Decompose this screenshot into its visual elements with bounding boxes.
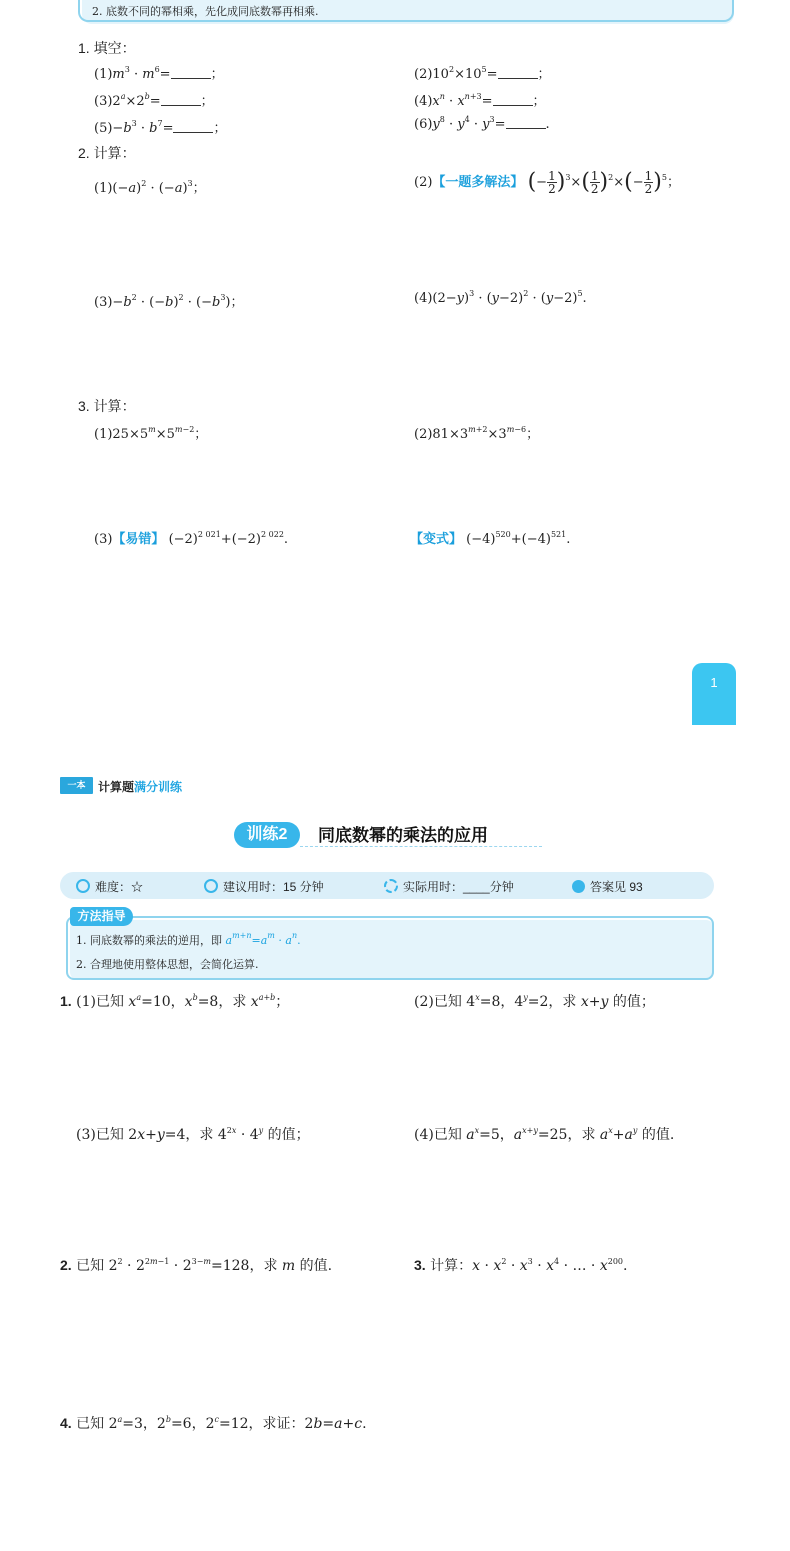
problem-4: 4. 已知 $2^a=3$，$2^b=6$，$2^c=12$，求证：2b=a+c.	[60, 1415, 367, 1432]
problem-1-1: 1. (1)已知 $x^a=10$，$x^b=8$，求 $x^{a+b}$；	[60, 993, 290, 1010]
q3-item-3-prefix: (3)	[94, 532, 113, 547]
q1-item-5: $(5)-b^3 \cdot b^7=$ ；	[94, 119, 227, 136]
q1-item-6: $(6)y^8 \cdot y^4 \cdot y^3=$ .	[414, 115, 550, 132]
method-label: 方法指导	[70, 907, 133, 926]
q3-item-2: $(2)81\times 3^{m+2}\times 3^{m-6}$；	[414, 425, 540, 442]
q2-item-1: $(1)(-a)^2 \cdot (-a)^3$；	[94, 179, 206, 196]
page-number-tab: 1	[692, 663, 736, 725]
problem-2: 2. 已知 $2^2 \cdot 2^{2m-1} \cdot 2^{3-m}=128$，求 m 的值.	[60, 1257, 333, 1274]
q2-item-4: $(4)(2-y)^3 \cdot (y-2)^2 \cdot (y-2)^5$.	[414, 289, 587, 306]
q3-item-4-tag: 【变式】	[410, 531, 463, 546]
difficulty-info	[76, 878, 143, 895]
suggested-time-text: 建议用时：15 分钟	[223, 880, 324, 894]
wifi-icon	[76, 879, 90, 893]
method-line-1	[76, 932, 301, 948]
difficulty-text: 难度：☆	[95, 880, 144, 894]
problem-1-3: (3)已知 2x+y=4，求 $4^{2x} \cdot 4^y$ 的值；	[76, 1126, 310, 1143]
method-line-2: 2. 合理地使用整体思想，会简化运算.	[76, 958, 259, 971]
lesson-title: 同底数幂的乘法的应用	[318, 826, 488, 845]
q2-title: 2. 计算：	[78, 145, 136, 161]
lesson-badge: 训练2	[234, 822, 300, 848]
brand-logo: 一本	[60, 777, 93, 794]
method-line-1-text: 1. 同底数幂的乘法的逆用，即	[76, 934, 226, 947]
actual-time-info	[384, 878, 514, 895]
brand-title	[98, 778, 182, 795]
answer-text: 答案见 93	[590, 880, 643, 894]
problem-3: 3. 计算：$x \cdot x^2 \cdot x^3 \cdot x^4$ · … · $x^{200}$.	[414, 1257, 628, 1274]
q1-item-4: $(4)x^n \cdot x^{n+3}=$ ；	[414, 92, 546, 109]
q2-item-2-prefix: (2)	[414, 175, 433, 190]
answer-info	[572, 878, 643, 895]
top-note: 2. 底数不同的幂相乘，先化成同底数幂再相乘.	[92, 5, 319, 18]
problem-1-4: (4)已知 $a^x=5$，$a^{x+y}=25$，求 $a^x+a^y$ 的值.	[414, 1126, 675, 1143]
actual-time-text: 实际用时：____分钟	[403, 880, 514, 894]
q1-item-3: $(3)2^a\times 2^b=$ ；	[94, 92, 214, 109]
alarm-clock-icon	[204, 879, 218, 893]
q2-item-2: (2)【一题多解法】 (− $\frac{1}{2}$ )$^3$×( $\frac{1}{2}$ )$^2$×(− $\frac{1}{2}$ )$^5$；	[414, 169, 680, 196]
problem-1-2: (2)已知 $4^x=8$，$4^y=2$，求 x+y 的值；	[414, 993, 655, 1010]
timer-icon	[384, 879, 398, 893]
check-circle-icon	[572, 880, 585, 893]
q3-item-4: 【变式】 $(-4)^{520}+(-4)^{521}$.	[410, 530, 571, 547]
title-rule	[300, 846, 542, 847]
q1-item-1: $(1)m^3 \cdot m^6=$ ；	[94, 65, 224, 82]
q1-item-2: $(2)10^2\times 10^5=$ ；	[414, 65, 551, 82]
q2-item-3: $(3)-b^2 \cdot (-b)^2 \cdot (-b^3)$；	[94, 293, 244, 310]
q3-item-3: (3)【易错】 $(-2)^{2 021}+(-2)^{2 022}$.	[94, 530, 289, 547]
q2-item-2-tag: 【一题多解法】	[432, 174, 524, 189]
suggested-time-info	[204, 878, 324, 895]
q1-title: 1. 填空：	[78, 40, 136, 56]
brand-title-b: 满分训练	[134, 780, 183, 794]
q3-item-1: $(1)25\times 5^m\times 5^{m-2}$；	[94, 425, 208, 442]
method-formula: $a^{m+n}=a^m \cdot a^n$.	[225, 931, 301, 947]
q3-title: 3. 计算：	[78, 398, 136, 414]
q3-item-3-tag: 【易错】	[112, 531, 165, 546]
brand-title-a: 计算题	[98, 780, 135, 794]
